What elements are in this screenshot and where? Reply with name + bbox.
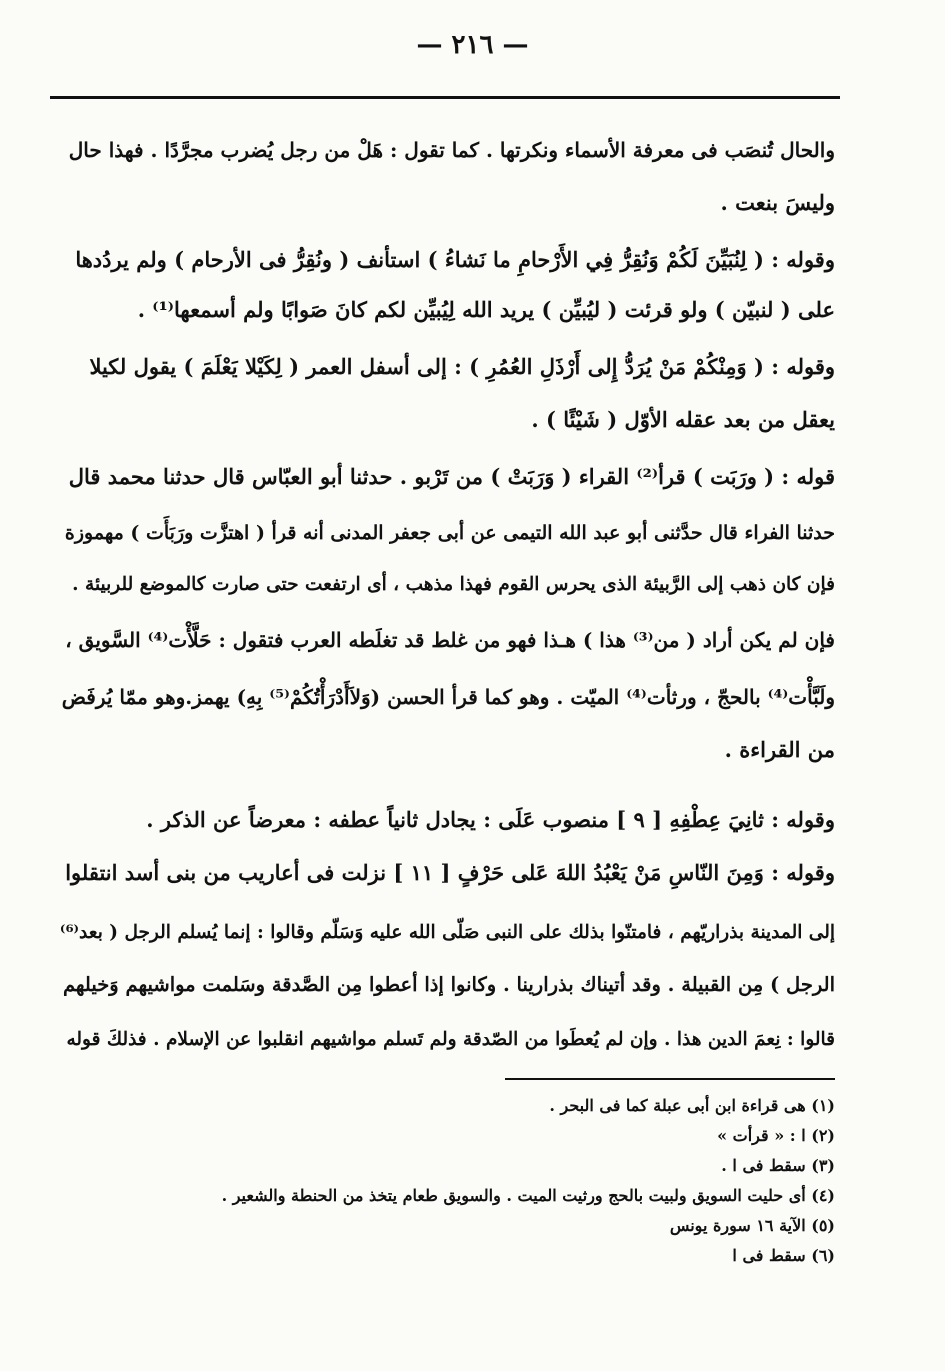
text-line: فإن كان ذهب إلى الرَّبيئة الذى يحرس القوم فهذا مذهب ، أى ارتفعت حتى صارت كالموضع للربيئة . (72, 574, 835, 595)
text-line: ولَبَّأْت⁽⁴⁾ بالحجّ ، ورثأت⁽⁴⁾ الميّت . وهو كما قرأ الحسن (وَلاَأَدْرَأْتُكُمْ⁽⁵⁾ بِهِ) يهمز.وهو ممّا يُرفَض (61, 685, 835, 709)
text-line: قوله : ( ورَبَت ) قرأ⁽²⁾ القراء ( وَرَبَتْ ) من تَرْبو . حدثنا أبو العبّاس قال حدثنا محمد قال (68, 464, 835, 489)
text-line: فإن لم يكن أراد ( من⁽³⁾ هذا ) هـذا فهو من غلط قد تغلَطه العرب فتقول : حَلَّأْت⁽⁴⁾ السَّويق ، (65, 628, 835, 652)
header-rule (50, 96, 840, 99)
text-line: والحال تُنصَب فى معرفة الأسماء ونكرتها . كما تقول : هَلْ من رجل يُضرب مجرَّدًا . فهذا حال (68, 138, 835, 162)
text-line: على ( لنبيّن ) ولو قرئت ( ليُبيِّن ) يريد الله لِيُبيِّن لكم كانَ صَوابًا ولم أسمعها⁽¹⁾ . (137, 297, 835, 322)
text-line: الرجل ) مِن القبيلة . وقد أتيناك بذرارينا . وكانوا إذا أعطوا مِن الصَّدقة وسَلمت مواشيهم وَخيلهم (62, 973, 835, 996)
footnote: (٢) ا : « قرأت » (717, 1126, 835, 1145)
text-line: قالوا : نِعمَ الدين هذا . وإن لم يُعطَوا من الصّدقة ولم تَسلم مواشيهم انقلبوا عن الإسلام . فذلكَ قوله (66, 1029, 835, 1050)
text-line: وقوله : ( وَمِنْكُمْ مَنْ يُرَدُّ إِلى أَرْذَلِ العُمُرِ ) : إلى أسفل العمر ( لِكَيْلا يَعْلَمَ ) يقول لكيلا (89, 354, 835, 379)
text-line: حدثنا الفراء قال حدَّثنى أبو عبد الله التيمى عن أبى جعفر المدنى أنه قرأ ( اهتزَّت ورَبَأَت ) مهموزة (64, 522, 835, 544)
page-number: — ٢١٦ — (416, 30, 529, 60)
footnote: (٦) سقط فى ا (732, 1246, 835, 1265)
footnote: (١) هى قراءة ابن أبى عبلة كما فى البحر . (549, 1096, 835, 1115)
text-line: وقوله : ثانِيَ عِطْفِهِ [ ٩ ] منصوب عَلَى : يجادل ثانياً عطفه : معرضاً عن الذكر . (146, 807, 835, 832)
text-line: يعقل من بعد عقله الأوّل ( شَيْئًا ) . (531, 407, 835, 432)
text-line: من القراءة . (724, 737, 835, 762)
footnote: (٤) أى حليت السويق ولبيت بالحج ورثيت الميت . والسويق طعام يتخذ من الحنطة والشعير . (221, 1186, 835, 1205)
footnote-rule (505, 1078, 835, 1080)
footnote: (٣) سقط فى ا . (721, 1156, 835, 1175)
text-line: وليسَ بنعت . (720, 190, 835, 215)
footnote: (٥) الآية ١٦ سورة يونس (669, 1216, 835, 1235)
text-line: إلى المدينة بذراريّهم ، فامتنّوا بذلك على النبى صَلّى الله عليه وَسَلّم وقالوا : إنما يُسلم الرجل ( بعد⁽⁶⁾ (59, 922, 835, 943)
text-line: وقوله : وَمِنَ النّاسِ مَنْ يَعْبُدُ اللهَ عَلى حَرْفٍ [ ١١ ] نزلت فى أعاريب من بنى أسد انتقلوا (65, 860, 835, 885)
text-line: وقوله : ( لِنُبَيِّنَ لَكُمْ وَنُقِرُّ فِي الأَرْحامِ ما نَشاءُ ) استأنف ( ونُقِرُّ فى الأرحام ) ولم يردُدها (75, 247, 835, 272)
